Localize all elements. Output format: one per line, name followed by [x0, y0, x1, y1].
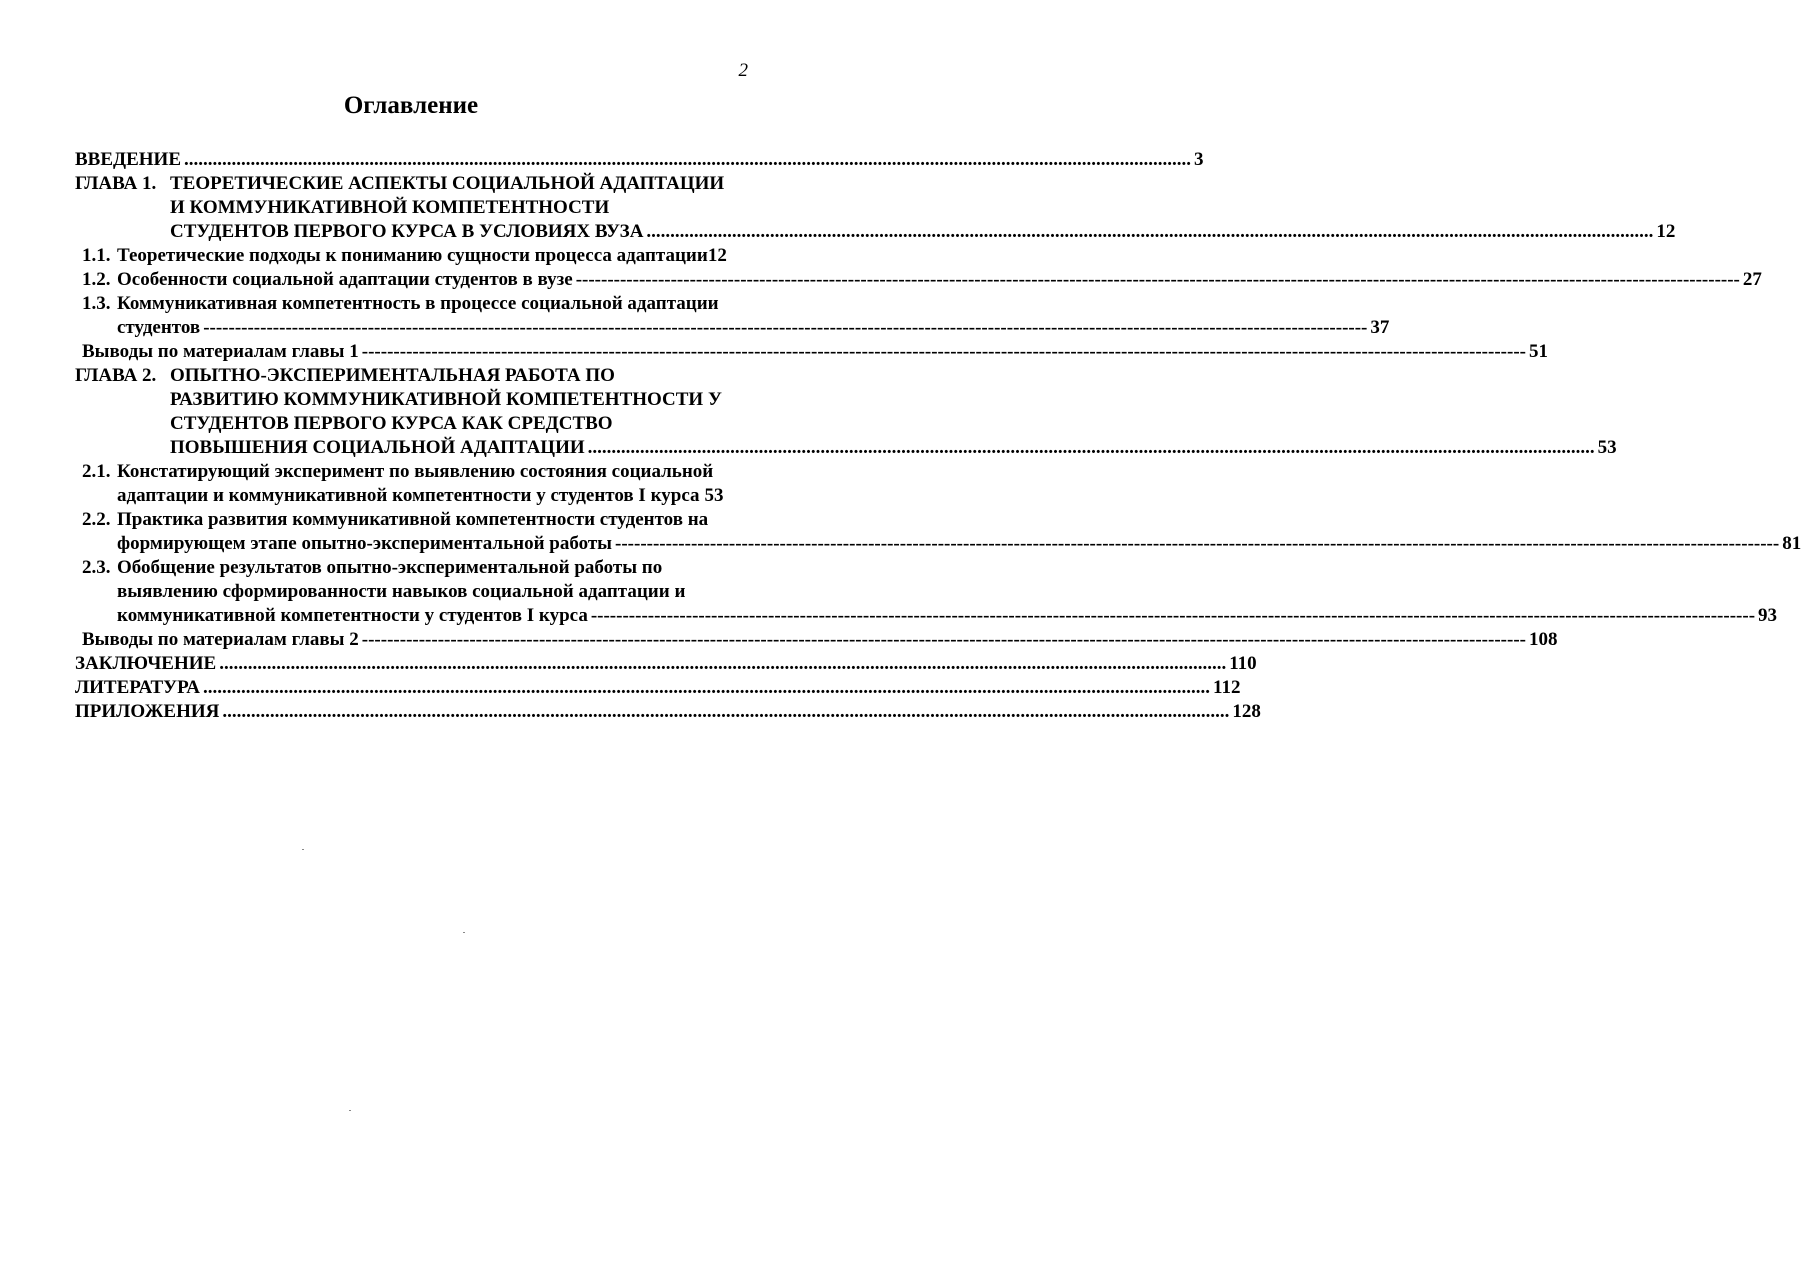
toc-page-number: 53 — [1597, 437, 1617, 458]
dash-leader — [615, 532, 1779, 556]
toc-page-number: 12 — [707, 245, 727, 266]
dash-leader — [576, 268, 1740, 292]
scan-speck — [463, 932, 465, 933]
toc-entry-conclusions-1[interactable] — [75, 340, 1548, 364]
toc-page-number: 27 — [1742, 269, 1762, 290]
toc-entry-title: ЗАКЛЮЧЕНИЕ — [75, 653, 217, 674]
dot-leader — [646, 220, 1653, 244]
toc-entry-title-line: студентов — [117, 317, 201, 338]
section-number: 1.1. — [82, 245, 116, 266]
toc-entry-title-line: формирующем этапе опытно-экспериментальной работы — [117, 533, 613, 554]
chapter-number: ГЛАВА 1. — [75, 173, 162, 194]
toc-page-number: 108 — [1528, 629, 1558, 650]
toc-entry-title: Особенности социальной адаптации студентов в вузе — [117, 269, 573, 290]
chapter-number: ГЛАВА 2. — [75, 365, 162, 386]
dash-leader — [362, 340, 1526, 364]
toc-page-number: 110 — [1229, 653, 1257, 674]
toc-entry-appendices[interactable] — [75, 700, 1261, 724]
toc-entry-title-line: Практика развития коммуникативной компетентности студентов на — [117, 509, 709, 530]
toc-entry-title-line: коммуникативной компетентности у студентов I курса — [117, 605, 588, 626]
toc-page-number: 37 — [1370, 317, 1390, 338]
toc-entry-title-line: СТУДЕНТОВ ПЕРВОГО КУРСА КАК СРЕДСТВО — [170, 413, 613, 434]
table-of-contents — [75, 148, 1801, 724]
dash-leader — [203, 316, 1367, 340]
dot-leader — [219, 652, 1226, 676]
toc-entry-section-1-1[interactable] — [75, 244, 751, 268]
toc-entry-title: Выводы по материалам главы 2 — [82, 629, 359, 650]
dot-leader — [588, 436, 1595, 460]
toc-page-number: 3 — [1194, 149, 1204, 170]
toc-entry-title-line: ПОВЫШЕНИЯ СОЦИАЛЬНОЙ АДАПТАЦИИ — [170, 437, 585, 458]
toc-entry-conclusion[interactable] — [75, 652, 1257, 676]
toc-entry-title: ВВЕДЕНИЕ — [75, 149, 181, 170]
dash-leader — [362, 628, 1526, 652]
toc-entry-section-2-2[interactable] — [75, 508, 1801, 556]
section-number: 2.3. — [82, 557, 116, 578]
toc-entry-title: Теоретические подходы к пониманию сущности процесса адаптации — [117, 245, 708, 266]
toc-entry-title-line: СТУДЕНТОВ ПЕРВОГО КУРСА В УСЛОВИЯХ ВУЗА — [170, 221, 644, 242]
dot-leader — [184, 148, 1191, 172]
toc-entry-title-line: ТЕОРЕТИЧЕСКИЕ АСПЕКТЫ СОЦИАЛЬНОЙ АДАПТАЦИИ — [170, 173, 725, 194]
toc-entry-chapter-2[interactable] — [75, 364, 1617, 460]
toc-page-number: 93 — [1758, 605, 1778, 626]
toc-page-number: 12 — [1656, 221, 1676, 242]
toc-page-number: 128 — [1232, 701, 1261, 722]
toc-entry-section-1-3[interactable] — [75, 292, 1390, 340]
section-number: 1.3. — [82, 293, 116, 314]
scan-speck — [349, 1110, 351, 1111]
toc-entry-section-1-2[interactable] — [75, 268, 1762, 292]
toc-entry-title-line: Констатирующий эксперимент по выявлению состояния социальной — [117, 461, 714, 482]
toc-entry-section-2-3[interactable] — [75, 556, 1778, 628]
toc-entry-chapter-1[interactable] — [75, 172, 1676, 244]
toc-entry-conclusions-2[interactable] — [75, 628, 1558, 652]
dot-leader — [203, 676, 1210, 700]
dot-leader — [222, 700, 1229, 724]
toc-entry-intro[interactable] — [75, 148, 1204, 172]
section-number: 2.2. — [82, 509, 116, 530]
toc-entry-title-line: И КОММУНИКАТИВНОЙ КОМПЕТЕНТНОСТИ — [170, 197, 610, 218]
toc-entry-title-line: Коммуникативная компетентность в процессе социальной адаптации — [117, 293, 719, 314]
page-number: 2 — [738, 60, 748, 81]
page-title: Оглавление — [343, 92, 479, 119]
section-number: 1.2. — [82, 269, 116, 290]
dash-leader — [591, 604, 1755, 628]
toc-entry-title-line: РАЗВИТИЮ КОММУНИКАТИВНОЙ КОМПЕТЕНТНОСТИ У — [170, 389, 722, 410]
toc-page-number: 81 — [1782, 533, 1801, 554]
toc-entry-title: Выводы по материалам главы 1 — [82, 341, 359, 362]
toc-page-number: 51 — [1528, 341, 1548, 362]
toc-page-number: 53 — [704, 485, 724, 506]
section-number: 2.1. — [82, 461, 116, 482]
toc-entry-title: ЛИТЕРАТУРА — [75, 677, 201, 698]
toc-entry-literature[interactable] — [75, 676, 1241, 700]
toc-page-number: 112 — [1213, 677, 1241, 698]
scan-speck — [302, 849, 304, 850]
toc-entry-section-2-1[interactable] — [75, 460, 751, 508]
toc-entry-title-line: ОПЫТНО-ЭКСПЕРИМЕНТАЛЬНАЯ РАБОТА ПО — [170, 365, 615, 386]
toc-entry-title-line: адаптации и коммуникативной компетентности у студентов I курса — [117, 485, 700, 506]
toc-entry-title-line: Обобщение результатов опытно-экспериментальной работы по — [117, 557, 663, 578]
toc-entry-title: ПРИЛОЖЕНИЯ — [75, 701, 220, 722]
toc-entry-title-line: выявлению сформированности навыков социальной адаптации и — [117, 581, 686, 602]
